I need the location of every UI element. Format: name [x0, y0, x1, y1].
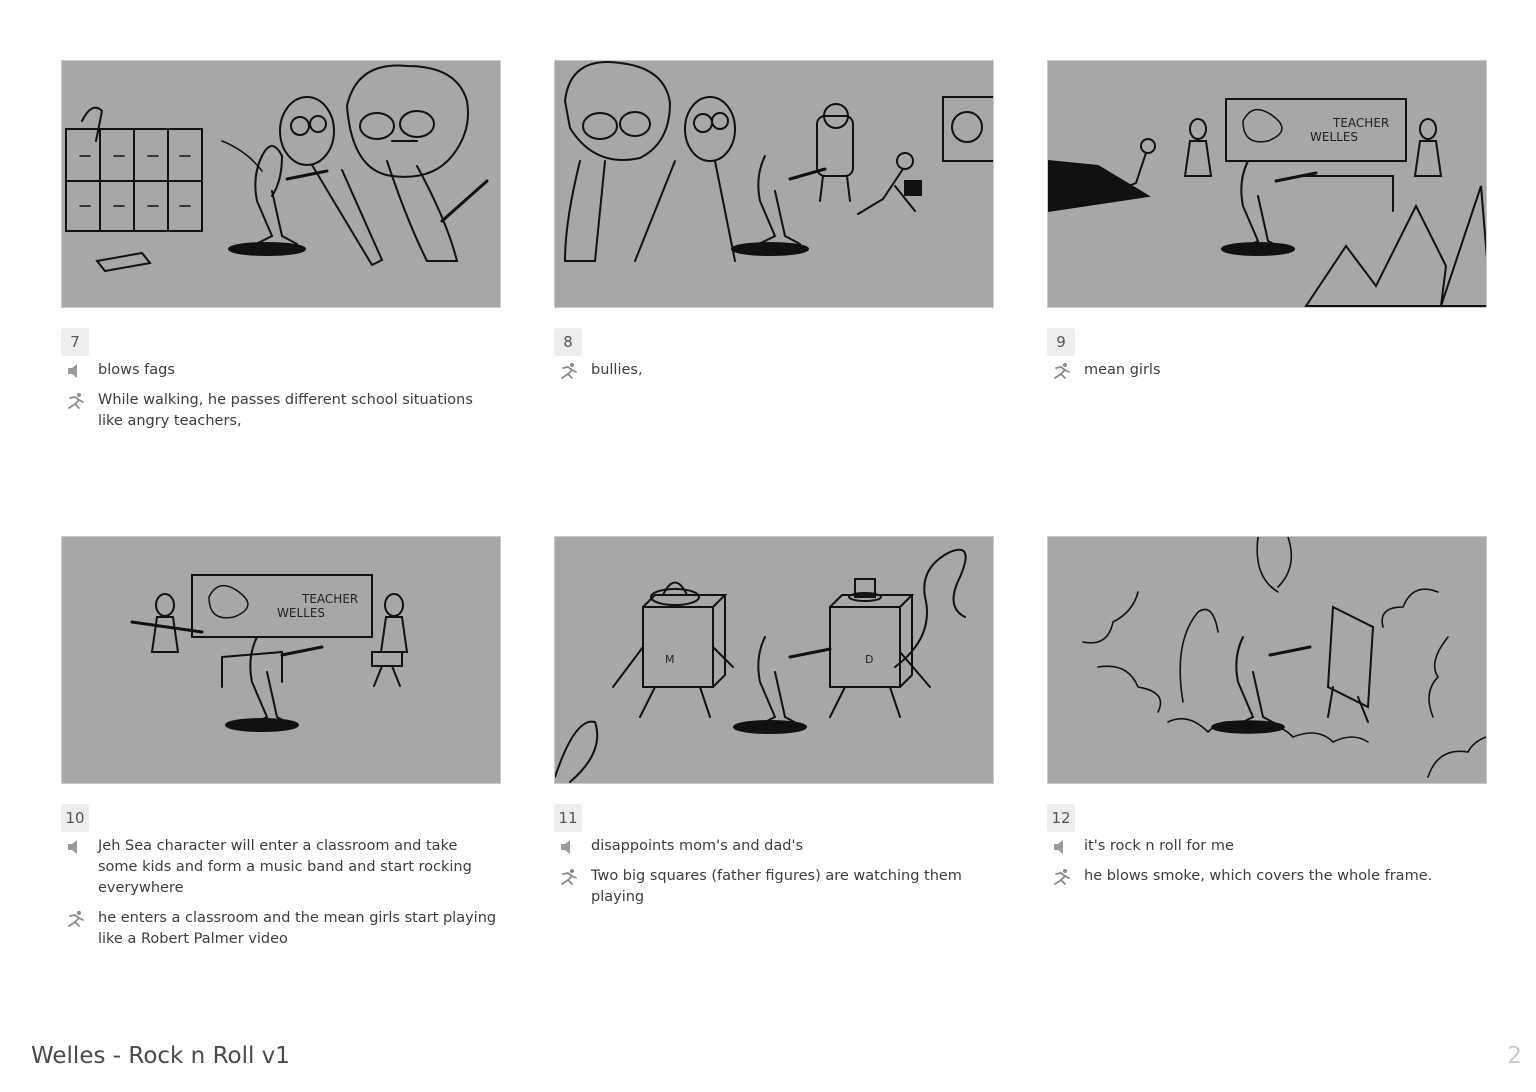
sketch-image	[62, 61, 500, 307]
audio-text: Jeh Sea character will enter a classroom and take some kids and form a music band and start rocking everywhere	[98, 838, 472, 896]
panel-11[interactable]	[554, 536, 994, 905]
action-note	[1047, 360, 1487, 381]
speaker-icon	[65, 362, 87, 380]
running-figure-icon	[1051, 868, 1073, 886]
panel-notes	[1047, 360, 1487, 390]
svg-text:M: M	[665, 653, 675, 666]
panel-notes	[554, 360, 994, 390]
running-figure-icon	[558, 868, 580, 886]
audio-text: it's rock n roll for me	[1084, 838, 1234, 854]
action-note	[61, 390, 501, 432]
page-number: 2	[1507, 1043, 1522, 1069]
sketch-frame	[554, 536, 994, 784]
board-text: TEACHER	[1333, 116, 1390, 130]
action-note	[61, 908, 501, 950]
sketch-image	[1048, 61, 1486, 307]
audio-text: disappoints mom's and dad's	[591, 838, 804, 854]
svg-text:WELLES: WELLES	[277, 606, 326, 620]
audio-note	[61, 836, 501, 899]
sketch-frame	[61, 60, 501, 308]
action-text: mean girls	[1084, 362, 1161, 378]
panel-8[interactable]	[554, 60, 994, 378]
sketch-frame	[554, 60, 994, 308]
action-text: Two big squares (father figures) are watching them playing	[591, 868, 962, 905]
audio-note	[1047, 836, 1487, 857]
panel-notes	[61, 360, 501, 441]
speaker-icon	[1051, 838, 1073, 856]
svg-text:WELLES: WELLES	[1310, 130, 1359, 144]
storyboard-title: Welles - Rock n Roll v1	[31, 1043, 290, 1069]
audio-note	[61, 360, 501, 381]
panel-10[interactable]	[61, 536, 501, 947]
panel-number: 12	[1047, 804, 1075, 832]
panel-number: 9	[1047, 328, 1075, 356]
panel-number: 11	[554, 804, 582, 832]
sketch-frame	[1047, 536, 1487, 784]
audio-text: blows fags	[98, 362, 175, 378]
sketch-frame	[1047, 60, 1487, 308]
panel-12[interactable]	[1047, 536, 1487, 884]
panel-notes	[554, 836, 994, 917]
running-figure-icon	[65, 392, 87, 410]
action-text: bullies,	[591, 362, 643, 378]
sketch-image	[555, 537, 993, 783]
panel-notes	[61, 836, 501, 959]
running-figure-icon	[558, 362, 580, 380]
action-text: While walking, he passes different school situations like angry teachers,	[98, 392, 473, 429]
action-note	[554, 360, 994, 381]
action-note	[1047, 866, 1487, 887]
sketch-image	[1048, 537, 1486, 783]
running-figure-icon	[65, 910, 87, 928]
panel-number: 7	[61, 328, 89, 356]
sketch-image	[62, 537, 500, 783]
sketch-image	[555, 61, 993, 307]
audio-note	[554, 836, 994, 857]
panel-notes	[1047, 836, 1487, 896]
panel-number: 10	[61, 804, 89, 832]
svg-text:TEACHER: TEACHER	[302, 592, 359, 606]
speaker-icon	[65, 838, 87, 856]
panel-7[interactable]	[61, 60, 501, 429]
speaker-icon	[558, 838, 580, 856]
sketch-frame	[61, 536, 501, 784]
panel-9[interactable]	[1047, 60, 1487, 378]
running-figure-icon	[1051, 362, 1073, 380]
action-text: he enters a classroom and the mean girls start playing like a Robert Palmer video	[98, 910, 497, 947]
svg-text:D: D	[865, 653, 874, 666]
action-text: he blows smoke, which covers the whole frame.	[1084, 868, 1433, 884]
panel-number: 8	[554, 328, 582, 356]
action-note	[554, 866, 994, 908]
